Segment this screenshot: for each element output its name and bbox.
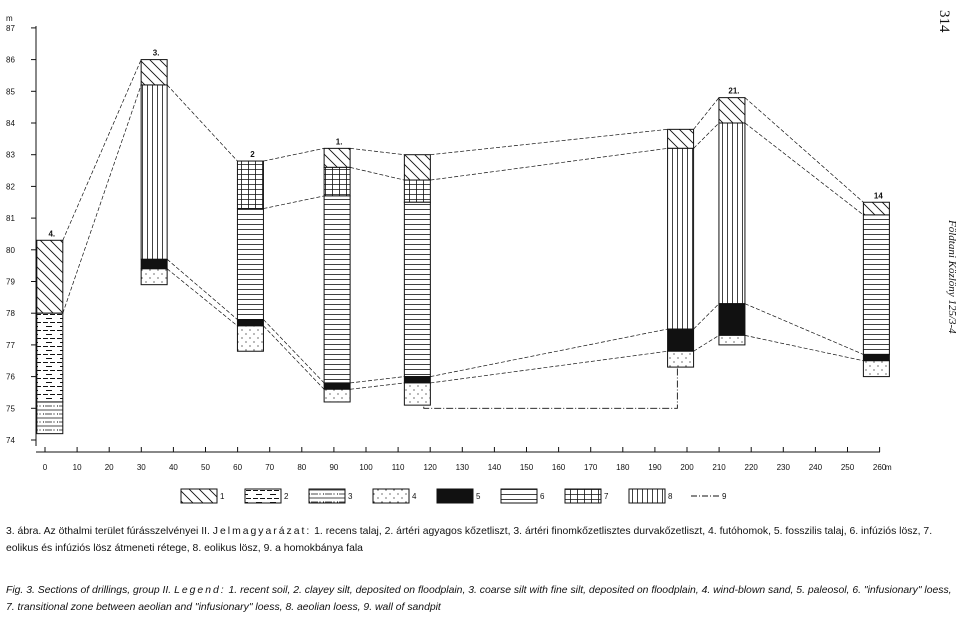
correlation-line [63, 85, 141, 313]
borehole-layer [141, 60, 167, 85]
borehole-layer [404, 202, 430, 376]
borehole-layer [668, 129, 694, 148]
y-tick-label: 85 [6, 87, 15, 97]
borehole-layer [141, 259, 167, 269]
borehole-layer [404, 377, 430, 383]
y-tick-label: 79 [6, 277, 15, 287]
x-tick-label: 220 [744, 463, 758, 472]
borehole-layer [324, 196, 350, 383]
x-tick-label: 250 [840, 463, 855, 472]
legend-item [181, 489, 225, 503]
correlation-line [745, 304, 863, 355]
correlation-line [63, 60, 141, 241]
caption-en-text1: Sections of drillings, group II. [37, 585, 172, 596]
legend-number: 1 [220, 492, 225, 501]
legend-item [373, 489, 417, 503]
borehole-layer [404, 383, 430, 405]
correlation-line [430, 329, 667, 377]
caption-hu-fig: 3. ábra. [6, 526, 42, 537]
legend-number: 8 [668, 492, 673, 501]
borehole-layer [237, 209, 263, 320]
legend-number: 7 [604, 492, 609, 501]
borehole-layer [668, 329, 694, 351]
legend-item [437, 489, 481, 503]
x-tick-label: 210 [712, 463, 726, 472]
x-tick-label: 160 [551, 463, 566, 472]
borehole-layer [719, 98, 745, 123]
borehole-layer [141, 269, 167, 285]
x-tick-label: 40 [168, 463, 178, 472]
legend-swatch [309, 489, 345, 503]
x-tick-label: 0 [42, 463, 48, 472]
x-tick-label: 60 [233, 463, 243, 472]
borehole-layer [237, 326, 263, 351]
y-tick-label: 76 [6, 372, 15, 382]
caption-english [6, 582, 954, 616]
correlation-line [263, 320, 324, 383]
x-axis-unit: m [885, 463, 892, 472]
borehole-layer [237, 161, 263, 209]
legend-item [309, 489, 353, 503]
borehole-layer [324, 389, 350, 402]
x-tick-label: 170 [584, 463, 598, 472]
borehole-layer [37, 240, 63, 313]
legend-number: 5 [476, 492, 481, 501]
correlation-line [167, 85, 237, 161]
correlation-line [694, 98, 719, 130]
borehole-layer [863, 354, 889, 360]
borehole-column [863, 191, 889, 376]
x-axis-ticks [43, 447, 887, 472]
x-tick-label: 200 [680, 463, 694, 472]
y-tick-label: 86 [6, 55, 15, 65]
x-tick-label: 90 [329, 463, 339, 472]
x-tick-label: 260 [872, 463, 887, 472]
borehole-column [668, 129, 694, 367]
borehole-layer [719, 304, 745, 336]
borehole-layer [668, 148, 694, 329]
borehole-layer [324, 383, 350, 389]
correlation-line [350, 377, 404, 383]
correlation-line [350, 383, 404, 389]
correlation-line [430, 129, 667, 154]
legend-item [565, 489, 609, 503]
correlation-line [745, 98, 863, 203]
borehole-layer [404, 155, 430, 180]
borehole-layer [37, 402, 63, 434]
caption-hu-text2: 1. recens talaj, 2. ártéri agyagos kőzetliszt, 3. ártéri finomkőzetlisztes durvakőzetliszt, 4. futóhomok, 5. fosszilis talaj, 6. infúziós lösz, 7. eolikus és infúziós lösz átmeneti rétege, 8. eolikus lösz, 9. a homokbánya fala [6, 526, 933, 554]
y-tick-label: 75 [6, 404, 15, 414]
borehole-layer [404, 180, 430, 202]
x-tick-label: 240 [808, 463, 823, 472]
y-tick-label: 80 [6, 245, 15, 255]
x-tick-label: 50 [201, 463, 210, 472]
legend-item [245, 489, 289, 503]
legend [181, 489, 727, 503]
x-tick-label: 70 [265, 463, 275, 472]
x-tick-label: 110 [391, 463, 405, 472]
x-tick-label: 140 [487, 463, 502, 472]
correlation-line [263, 148, 324, 161]
borehole-layer [863, 215, 889, 354]
caption-en-text2: 1. recent soil, 2. clayey silt, deposited on floodplain, 3. coarse silt with fine silt, deposited on floodplain, 4. wind-blown sand, 5. paleosol, 6. "infusionary" loess, 7. transitional zone between aeolian and "infusionary" loess, 8. aeolian loess, 9. wall of sandpit [6, 585, 952, 613]
legend-number: 4 [412, 492, 417, 501]
borehole-column [404, 155, 430, 405]
x-tick-label: 100 [359, 463, 373, 472]
legend-swatch [181, 489, 217, 503]
borehole-layer [324, 148, 350, 167]
legend-number: 3 [348, 492, 353, 501]
borehole-column [141, 49, 167, 285]
x-tick-label: 80 [297, 463, 307, 472]
x-tick-label: 150 [519, 463, 534, 472]
caption-en-fig: Fig. 3. [6, 585, 35, 596]
page-number: 314 [936, 10, 952, 33]
y-axis-unit: m [6, 14, 13, 23]
legend-item [629, 489, 673, 503]
correlation-line [694, 123, 719, 148]
borehole-layer [863, 202, 889, 215]
correlation-line [694, 335, 719, 351]
borehole-layer [237, 320, 263, 326]
borehole-layer [141, 85, 167, 259]
correlation-line [167, 269, 237, 326]
correlation-line [745, 335, 863, 360]
legend-swatch [437, 489, 473, 503]
caption-hu-legend-word: Jelmagyarázat: [212, 526, 312, 537]
borehole-label: 3. [152, 48, 160, 58]
borehole-layer [37, 313, 63, 402]
y-tick-label: 74 [6, 436, 15, 445]
y-tick-label: 87 [6, 23, 15, 33]
borehole-column [719, 87, 745, 345]
borehole-column [237, 150, 263, 351]
borehole-layer [719, 123, 745, 304]
borehole-label: 21. [728, 86, 740, 96]
y-tick-label: 82 [6, 182, 15, 192]
correlation-line [263, 196, 324, 209]
borehole-label: 14 [873, 191, 883, 201]
y-axis-ticks [6, 24, 36, 445]
x-tick-label: 20 [104, 463, 114, 472]
correlation-line [263, 326, 324, 389]
x-tick-label: 30 [136, 463, 146, 472]
legend-number: 9 [722, 492, 727, 501]
borehole-layer [668, 351, 694, 367]
legend-number: 6 [540, 492, 545, 501]
borehole-layer [324, 167, 350, 196]
caption-hungarian [6, 523, 954, 557]
legend-swatch [501, 489, 537, 503]
x-tick-label: 120 [423, 463, 437, 472]
borehole-column [37, 229, 63, 433]
legend-number: 2 [284, 492, 289, 501]
legend-item [691, 492, 727, 501]
x-tick-label: 230 [776, 463, 790, 472]
legend-swatch [245, 489, 281, 503]
correlation-line [167, 259, 237, 319]
borehole-label: 4. [48, 229, 56, 239]
correlation-line [430, 351, 667, 383]
x-tick-label: 10 [72, 463, 82, 472]
caption-hu-text1: Az öthalmi terület fúrásszelvényei II. [43, 526, 210, 537]
correlation-line [350, 148, 404, 154]
x-tick-label: 190 [648, 463, 662, 472]
caption-en-legend-word: Legend: [174, 585, 226, 596]
y-tick-label: 83 [6, 150, 15, 160]
y-tick-label: 77 [6, 340, 15, 350]
x-tick-label: 180 [616, 463, 630, 472]
y-tick-label: 78 [6, 309, 15, 319]
correlation-line [745, 123, 863, 215]
boreholes [37, 49, 890, 434]
legend-item [501, 489, 545, 503]
y-tick-label: 81 [6, 214, 15, 224]
legend-swatch [565, 489, 601, 503]
borehole-layer [863, 361, 889, 377]
axes [6, 14, 892, 472]
borehole-label: 2 [250, 150, 255, 160]
borehole-layer [719, 335, 745, 345]
y-tick-label: 84 [6, 119, 15, 128]
legend-swatch [373, 489, 409, 503]
journal-reference: Földtani Közlöny 125/3-4 [946, 220, 958, 334]
legend-swatch [629, 489, 665, 503]
correlation-line [430, 148, 667, 180]
correlation-line [694, 304, 719, 329]
sandpit-wall [424, 129, 678, 408]
borehole-column [324, 137, 350, 402]
correlation-line [350, 167, 404, 180]
x-tick-label: 130 [455, 463, 469, 472]
borehole-label: 1. [335, 137, 343, 147]
sandpit-wall-line [424, 129, 678, 408]
